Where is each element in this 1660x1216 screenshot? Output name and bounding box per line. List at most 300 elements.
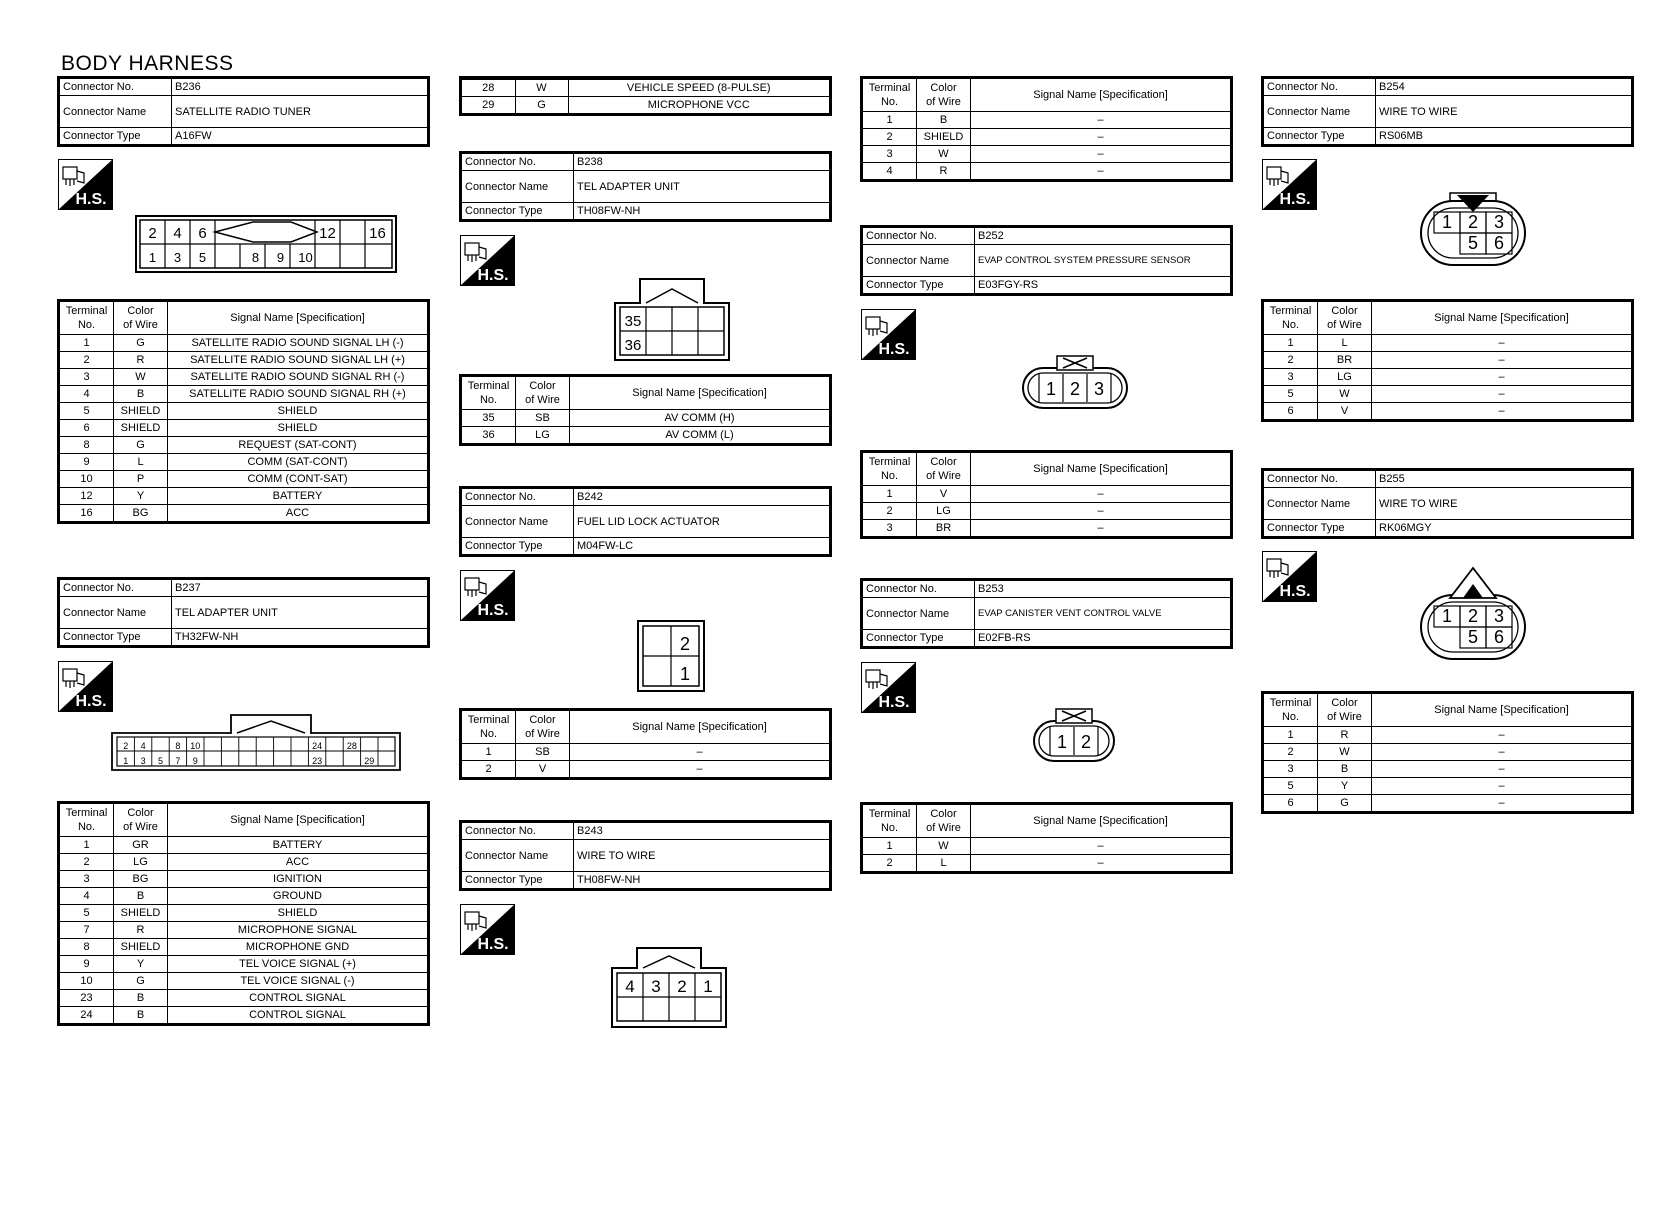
wire-color: LG xyxy=(516,427,570,445)
signal-name: VEHICLE SPEED (8-PULSE) xyxy=(568,80,831,97)
table-row xyxy=(59,386,429,403)
table-row xyxy=(59,837,429,854)
signal-name: SHIELD xyxy=(168,403,429,420)
hs-label: H.S. xyxy=(1279,583,1311,600)
signal-name-header: Signal Name [Specification] xyxy=(971,804,1232,838)
wire-color: SHIELD xyxy=(114,420,168,437)
signal-name: BATTERY xyxy=(168,488,429,505)
connector-no-value: B253 xyxy=(975,580,1232,598)
connector-type-row xyxy=(1263,128,1633,146)
wire-color: G xyxy=(1318,795,1372,813)
pin-number: 36 xyxy=(624,337,642,354)
terminal-no: 1 xyxy=(862,486,917,503)
signal-table-header xyxy=(59,301,429,335)
terminal-no: 2 xyxy=(862,129,917,146)
pin-number: 2 xyxy=(1069,379,1081,399)
wire-color: W xyxy=(1318,744,1372,761)
terminal-no: 23 xyxy=(59,990,114,1007)
table-row xyxy=(59,990,429,1007)
connector-type-value: M04FW-LC xyxy=(574,538,831,556)
signal-name-header: Signal Name [Specification] xyxy=(570,376,831,410)
connector-face-b237 xyxy=(111,713,401,771)
signal-name-header: Signal Name [Specification] xyxy=(570,710,831,744)
wire-color: V xyxy=(917,486,971,503)
table-row xyxy=(59,335,429,352)
connector-type-label: Connector Type xyxy=(59,629,172,647)
wire-color: Y xyxy=(114,956,168,973)
pin-number: 1 xyxy=(679,664,691,684)
pin-number: 7 xyxy=(175,756,181,766)
connector-name-label: Connector Name xyxy=(862,598,975,630)
harness-side-icon xyxy=(58,661,113,712)
pin-number: 6 xyxy=(198,225,207,242)
pin-number: 2 xyxy=(1467,606,1479,626)
wire-color: SHIELD xyxy=(114,403,168,420)
table-row xyxy=(461,744,831,761)
table-row xyxy=(59,871,429,888)
wire-color: B xyxy=(1318,761,1372,778)
connector-name-row xyxy=(862,598,1232,630)
connector-type-row xyxy=(862,630,1232,648)
terminal-no-header: Terminal No. xyxy=(862,78,917,112)
table-row xyxy=(862,520,1232,538)
terminal-no: 6 xyxy=(1263,795,1318,813)
wire-color: SHIELD xyxy=(917,129,971,146)
terminal-no: 5 xyxy=(1263,386,1318,403)
terminal-no: 10 xyxy=(59,973,114,990)
wire-color: R xyxy=(1318,727,1372,744)
terminal-no: 36 xyxy=(461,427,516,445)
table-row xyxy=(59,488,429,505)
pin-number: 4 xyxy=(625,977,635,996)
wire-color: BG xyxy=(114,505,168,523)
connector-info-table xyxy=(860,225,1233,296)
connector-no-value: B252 xyxy=(975,227,1232,245)
connector-type-row xyxy=(461,538,831,556)
connector-type-value: E02FB-RS xyxy=(975,630,1232,648)
pin-number: 3 xyxy=(1493,606,1505,626)
table-row xyxy=(1263,335,1633,352)
signal-name: – xyxy=(570,761,831,779)
signal-name-header: Signal Name [Specification] xyxy=(1372,301,1633,335)
signal-table-header xyxy=(862,452,1232,486)
signal-name: – xyxy=(1372,761,1633,778)
signal-name: MICROPHONE SIGNAL xyxy=(168,922,429,939)
pin-number: 5 xyxy=(157,756,164,766)
connector-name-row xyxy=(461,506,831,538)
signal-table-header xyxy=(862,78,1232,112)
signal-table-b238 xyxy=(459,374,832,446)
pin-number: 28 xyxy=(346,741,357,751)
table-row xyxy=(862,838,1232,855)
wire-color: G xyxy=(515,97,568,115)
pin-number: 1 xyxy=(1045,379,1057,399)
signal-table-b252 xyxy=(860,450,1233,539)
wire-color: Y xyxy=(1318,778,1372,795)
terminal-no: 6 xyxy=(59,420,114,437)
terminal-no-header: Terminal No. xyxy=(862,452,917,486)
connector-no-label: Connector No. xyxy=(461,822,574,840)
connector-type-label: Connector Type xyxy=(461,872,574,890)
pin-number: 8 xyxy=(251,250,260,265)
terminal-no: 3 xyxy=(59,871,114,888)
connector-no-row xyxy=(461,822,831,840)
wire-color: W xyxy=(1318,386,1372,403)
harness-side-icon xyxy=(861,662,916,713)
pin-number: 9 xyxy=(276,250,285,265)
connector-no-value: B237 xyxy=(172,579,429,597)
connector-info-table xyxy=(459,151,832,222)
signal-table xyxy=(459,708,832,780)
connector-type-label: Connector Type xyxy=(461,538,574,556)
signal-name: REQUEST (SAT-CONT) xyxy=(168,437,429,454)
harness-side-icon xyxy=(460,235,515,286)
color-of-wire-header: Color of Wire xyxy=(917,452,971,486)
color-of-wire-header: Color of Wire xyxy=(1318,693,1372,727)
harness-side-icon xyxy=(460,904,515,955)
terminal-no: 24 xyxy=(59,1007,114,1025)
pin-number: 4 xyxy=(140,741,146,751)
table-row xyxy=(59,939,429,956)
connector-name-label: Connector Name xyxy=(461,506,574,538)
signal-name: SATELLITE RADIO SOUND SIGNAL LH (+) xyxy=(168,352,429,369)
connector-no-value: B238 xyxy=(574,153,831,171)
color-of-wire-header: Color of Wire xyxy=(917,804,971,838)
connector-no-row xyxy=(862,580,1232,598)
pin-number: 16 xyxy=(369,225,386,242)
connector-no-label: Connector No. xyxy=(461,488,574,506)
terminal-no: 10 xyxy=(59,471,114,488)
wire-color: W xyxy=(515,80,568,97)
connector-no-label: Connector No. xyxy=(862,227,975,245)
terminal-no: 6 xyxy=(1263,403,1318,421)
connector-no-value: B254 xyxy=(1376,78,1633,96)
signal-name: – xyxy=(1372,335,1633,352)
connector-name-label: Connector Name xyxy=(1263,488,1376,520)
signal-table xyxy=(1261,299,1634,422)
table-row xyxy=(461,97,831,115)
connector-no-value: B242 xyxy=(574,488,831,506)
pin-number: 12 xyxy=(319,225,336,242)
table-row xyxy=(862,486,1232,503)
terminal-no: 28 xyxy=(461,80,516,97)
signal-table xyxy=(459,76,832,116)
wire-color: G xyxy=(114,973,168,990)
connector-name-label: Connector Name xyxy=(59,96,172,128)
signal-name: TEL VOICE SIGNAL (+) xyxy=(168,956,429,973)
terminal-no: 3 xyxy=(59,369,114,386)
table-row xyxy=(59,437,429,454)
table-row xyxy=(862,112,1232,129)
connector-type-label: Connector Type xyxy=(59,128,172,146)
signal-name: ACC xyxy=(168,505,429,523)
signal-table-b236 xyxy=(57,299,430,524)
terminal-no: 2 xyxy=(862,855,917,873)
connector-header-b236 xyxy=(57,76,430,147)
pin-number: 8 xyxy=(175,741,181,751)
harness-side-icon xyxy=(58,159,113,210)
table-row xyxy=(1263,727,1633,744)
harness-side-icon xyxy=(1262,159,1317,210)
terminal-no: 1 xyxy=(59,837,114,854)
table-row xyxy=(59,854,429,871)
connector-face-b238 xyxy=(614,277,730,361)
wire-color: BR xyxy=(917,520,971,538)
terminal-no: 3 xyxy=(1263,761,1318,778)
table-row xyxy=(862,503,1232,520)
table-row xyxy=(59,505,429,523)
table-row xyxy=(862,146,1232,163)
signal-name-header: Signal Name [Specification] xyxy=(1372,693,1633,727)
pin-number: 1 xyxy=(123,756,129,766)
signal-name: SATELLITE RADIO SOUND SIGNAL LH (-) xyxy=(168,335,429,352)
signal-name: – xyxy=(971,855,1232,873)
connector-type-label: Connector Type xyxy=(461,203,574,221)
terminal-no: 1 xyxy=(1263,727,1318,744)
pin-number: 1 xyxy=(1441,212,1453,232)
signal-table-header xyxy=(862,804,1232,838)
table-row xyxy=(1263,403,1633,421)
signal-name-header: Signal Name [Specification] xyxy=(168,301,429,335)
table-row xyxy=(1263,352,1633,369)
connector-no-row xyxy=(862,227,1232,245)
pin-number: 3 xyxy=(651,977,661,996)
connector-type-value: RS06MB xyxy=(1376,128,1633,146)
wire-color: G xyxy=(114,437,168,454)
hs-label: H.S. xyxy=(1279,191,1311,208)
pin-number: 3 xyxy=(140,756,146,766)
signal-name: – xyxy=(971,112,1232,129)
connector-no-row xyxy=(59,78,429,96)
signal-name: AV COMM (H) xyxy=(570,410,831,427)
signal-name: SATELLITE RADIO SOUND SIGNAL RH (-) xyxy=(168,369,429,386)
connector-face-b242 xyxy=(637,620,705,692)
signal-name: TEL VOICE SIGNAL (-) xyxy=(168,973,429,990)
wire-color: BG xyxy=(114,871,168,888)
terminal-no: 1 xyxy=(862,112,917,129)
table-row xyxy=(59,369,429,386)
connector-name-label: Connector Name xyxy=(1263,96,1376,128)
signal-table xyxy=(57,299,430,524)
table-row xyxy=(59,471,429,488)
connector-info-table xyxy=(459,486,832,557)
signal-name: SHIELD xyxy=(168,420,429,437)
pin-number: 6 xyxy=(1493,627,1505,647)
pin-number: 9 xyxy=(192,756,198,766)
terminal-no-header: Terminal No. xyxy=(461,376,516,410)
table-row xyxy=(461,80,831,97)
wire-color: B xyxy=(917,112,971,129)
table-row xyxy=(59,352,429,369)
hs-label: H.S. xyxy=(477,936,509,953)
connector-name-value: WIRE TO WIRE xyxy=(1376,96,1633,128)
hs-label: H.S. xyxy=(477,267,509,284)
signal-name: SHIELD xyxy=(168,905,429,922)
connector-no-label: Connector No. xyxy=(1263,470,1376,488)
table-row xyxy=(1263,744,1633,761)
terminal-no: 12 xyxy=(59,488,114,505)
connector-no-label: Connector No. xyxy=(1263,78,1376,96)
pin-number: 6 xyxy=(1493,233,1505,253)
connector-type-label: Connector Type xyxy=(1263,128,1376,146)
table-row xyxy=(59,956,429,973)
wire-color: R xyxy=(114,922,168,939)
connector-name-value: SATELLITE RADIO TUNER xyxy=(172,96,429,128)
signal-table-header xyxy=(59,803,429,837)
connector-name-value: EVAP CANISTER VENT CONTROL VALVE xyxy=(975,598,1232,630)
connector-info-table xyxy=(57,76,430,147)
terminal-no: 3 xyxy=(862,520,917,538)
table-row xyxy=(59,420,429,437)
terminal-no: 4 xyxy=(59,386,114,403)
connector-type-row xyxy=(1263,520,1633,538)
wire-color: B xyxy=(114,386,168,403)
hs-label: H.S. xyxy=(878,694,910,711)
terminal-no: 35 xyxy=(461,410,516,427)
connector-name-value: EVAP CONTROL SYSTEM PRESSURE SENSOR xyxy=(975,245,1232,277)
terminal-no: 2 xyxy=(1263,352,1318,369)
signal-name: AV COMM (L) xyxy=(570,427,831,445)
wire-color: SB xyxy=(516,410,570,427)
terminal-no: 1 xyxy=(862,838,917,855)
wire-color: V xyxy=(516,761,570,779)
wire-color: L xyxy=(1318,335,1372,352)
signal-table xyxy=(459,374,832,446)
signal-name: IGNITION xyxy=(168,871,429,888)
connector-info-table xyxy=(860,578,1233,649)
wire-color: LG xyxy=(917,503,971,520)
connector-header-b238 xyxy=(459,151,832,222)
table-row xyxy=(1263,795,1633,813)
terminal-no: 2 xyxy=(1263,744,1318,761)
connector-header-b255 xyxy=(1261,468,1634,539)
connector-name-row xyxy=(862,245,1232,277)
pin-number: 2 xyxy=(123,741,129,751)
wire-color: B xyxy=(114,990,168,1007)
hs-label: H.S. xyxy=(477,602,509,619)
wire-color: LG xyxy=(1318,369,1372,386)
terminal-no: 1 xyxy=(1263,335,1318,352)
connector-name-label: Connector Name xyxy=(461,840,574,872)
pin-number: 2 xyxy=(677,977,687,996)
signal-table-header xyxy=(461,710,831,744)
wire-color: W xyxy=(917,146,971,163)
pin-number: 2 xyxy=(148,225,157,242)
signal-name: COMM (SAT-CONT) xyxy=(168,454,429,471)
wire-color: B xyxy=(114,1007,168,1025)
connector-no-value: B236 xyxy=(172,78,429,96)
connector-no-row xyxy=(461,153,831,171)
connector-name-value: WIRE TO WIRE xyxy=(574,840,831,872)
pin-number: 1 xyxy=(703,977,713,996)
connector-header-b243 xyxy=(459,820,832,891)
table-row xyxy=(59,403,429,420)
connector-name-row xyxy=(59,96,429,128)
wire-color: L xyxy=(114,454,168,471)
table-row xyxy=(59,888,429,905)
connector-header-b253 xyxy=(860,578,1233,649)
hs-label: H.S. xyxy=(878,341,910,358)
signal-name: – xyxy=(971,838,1232,855)
table-row xyxy=(461,761,831,779)
connector-type-label: Connector Type xyxy=(862,277,975,295)
terminal-no: 8 xyxy=(59,939,114,956)
pin-number: 24 xyxy=(312,741,323,751)
connector-name-row xyxy=(1263,488,1633,520)
wire-color: R xyxy=(114,352,168,369)
terminal-no: 2 xyxy=(59,352,114,369)
pin-number: 2 xyxy=(679,634,691,654)
wire-color: G xyxy=(114,335,168,352)
connector-face-b255 xyxy=(1420,566,1526,660)
pin-number: 10 xyxy=(190,741,201,751)
wire-color: P xyxy=(114,471,168,488)
color-of-wire-header: Color of Wire xyxy=(516,376,570,410)
table-row xyxy=(1263,778,1633,795)
signal-name: – xyxy=(1372,352,1633,369)
signal-table-b243 xyxy=(860,76,1233,182)
signal-name: – xyxy=(971,129,1232,146)
signal-table xyxy=(860,450,1233,539)
terminal-no: 1 xyxy=(59,335,114,352)
pin-number: 10 xyxy=(298,250,313,265)
signal-table-b255 xyxy=(1261,691,1634,814)
terminal-no-header: Terminal No. xyxy=(1263,301,1318,335)
connector-header-b242 xyxy=(459,486,832,557)
connector-name-value: TEL ADAPTER UNIT xyxy=(172,597,429,629)
wire-color: SB xyxy=(516,744,570,761)
wire-color: L xyxy=(917,855,971,873)
signal-name: SATELLITE RADIO SOUND SIGNAL RH (+) xyxy=(168,386,429,403)
connector-no-row xyxy=(461,488,831,506)
signal-table-b253 xyxy=(860,802,1233,874)
connector-name-value: WIRE TO WIRE xyxy=(1376,488,1633,520)
wire-color: LG xyxy=(114,854,168,871)
connector-header-b254 xyxy=(1261,76,1634,147)
terminal-no: 2 xyxy=(59,854,114,871)
signal-name-header: Signal Name [Specification] xyxy=(971,452,1232,486)
terminal-no: 9 xyxy=(59,956,114,973)
terminal-no: 5 xyxy=(1263,778,1318,795)
wire-color: W xyxy=(917,838,971,855)
terminal-no: 5 xyxy=(59,403,114,420)
connector-type-value: A16FW xyxy=(172,128,429,146)
pin-number: 29 xyxy=(364,756,375,766)
wire-color: Y xyxy=(114,488,168,505)
pin-number: 4 xyxy=(173,225,182,242)
signal-name: – xyxy=(971,486,1232,503)
connector-info-table xyxy=(1261,76,1634,147)
signal-table-header xyxy=(1263,301,1633,335)
table-row xyxy=(59,1007,429,1025)
signal-name: GROUND xyxy=(168,888,429,905)
connector-no-value: B243 xyxy=(574,822,831,840)
table-row xyxy=(862,163,1232,181)
terminal-no-header: Terminal No. xyxy=(1263,693,1318,727)
signal-name: CONTROL SIGNAL xyxy=(168,1007,429,1025)
signal-name: – xyxy=(971,503,1232,520)
pin-number: 5 xyxy=(1467,233,1479,253)
connector-face-b236 xyxy=(135,215,397,273)
connector-no-label: Connector No. xyxy=(862,580,975,598)
table-row xyxy=(1263,761,1633,778)
connector-name-label: Connector Name xyxy=(461,171,574,203)
signal-name-header: Signal Name [Specification] xyxy=(168,803,429,837)
wire-color: SHIELD xyxy=(114,905,168,922)
pin-number: 2 xyxy=(1467,212,1479,232)
connector-no-value: B255 xyxy=(1376,470,1633,488)
table-row xyxy=(461,427,831,445)
